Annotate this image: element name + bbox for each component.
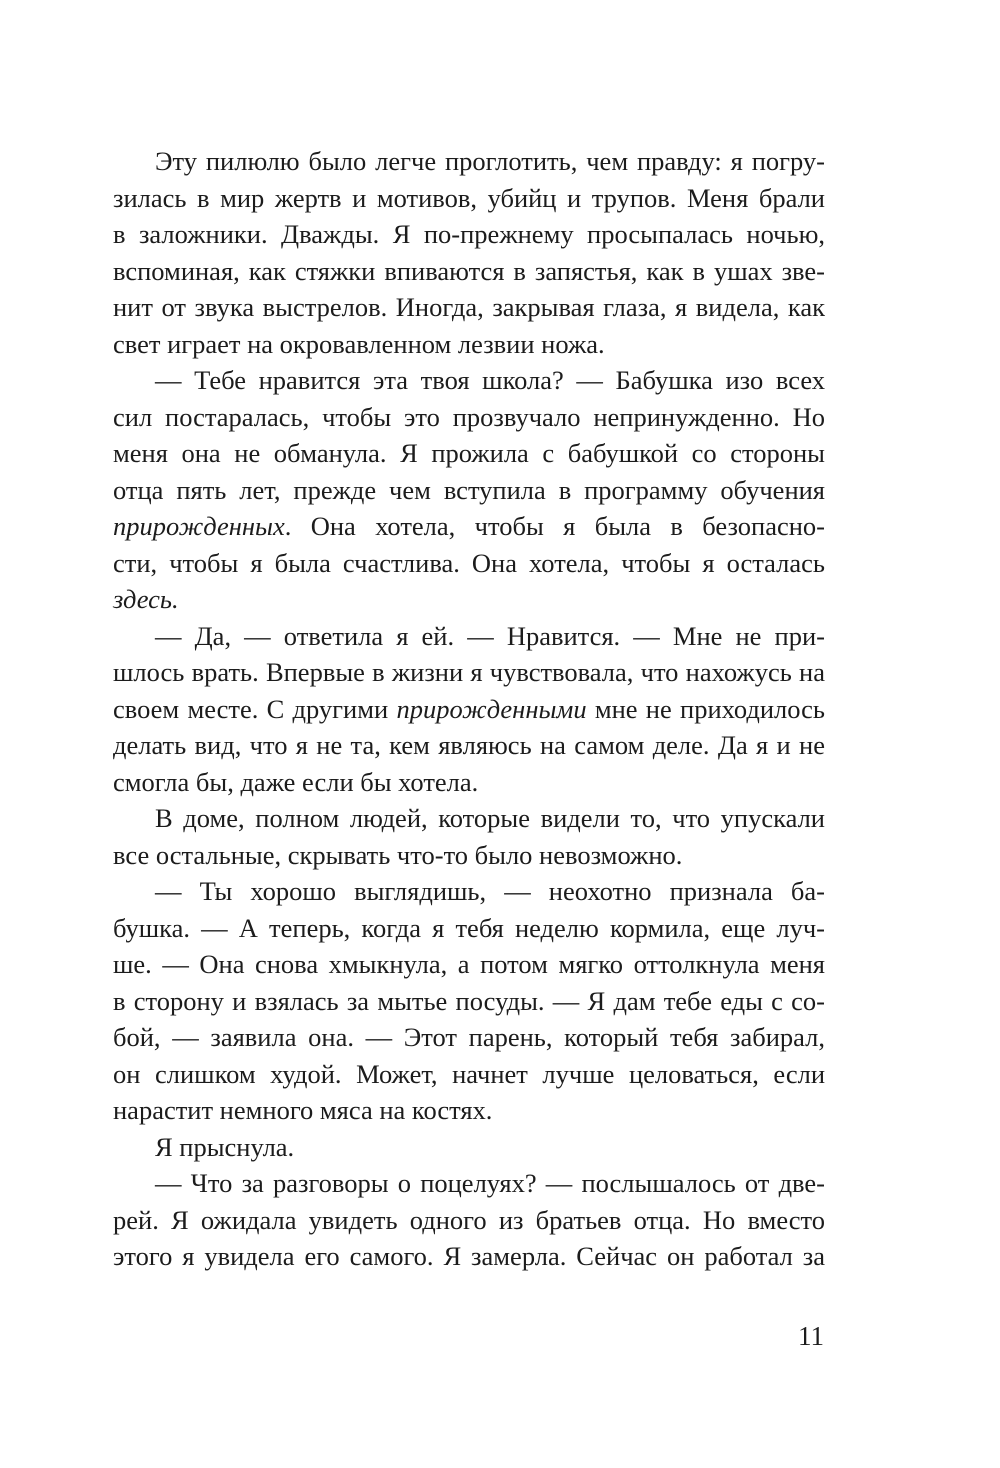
text-line: — Тебе нравится эта твоя школа? — Бабушка изо всех (155, 365, 825, 395)
text-span: своем месте. С другими (113, 693, 397, 724)
page-number: 11 (798, 1321, 824, 1351)
text-line: этого я увидела его самого. Я замерла. Сейчас он работал за (113, 1241, 825, 1271)
text-line: он слишком худой. Может, начнет лучше целоваться, если (113, 1058, 825, 1089)
text-line: отца пять лет, прежде чем вступила в программу обучения (113, 474, 825, 505)
text-line: делать вид, что я не та, кем являюсь на самом деле. Да я и не (113, 730, 825, 760)
text-line (113, 508, 825, 545)
text-line: все остальные, скрывать что-то было невозможно. (113, 839, 683, 870)
text-line: сти, чтобы я была счастлива. Она хотела, чтобы я осталась (113, 547, 825, 578)
text-line: шлось врать. Впервые в жизни я чувствовала, что нахожусь на (113, 657, 825, 687)
text-line: ше. — Она снова хмыкнула, а потом мягко оттолкнула меня (113, 949, 825, 979)
text-line: нит от звука выстрелов. Иногда, закрывая глаза, я видела, как (113, 292, 825, 322)
italic-term: прирожденными (396, 693, 587, 724)
italic-term: здесь. (113, 584, 179, 614)
text-line: меня она не обманула. Я прожила с бабушкой со стороны (113, 438, 825, 468)
body-text (113, 143, 825, 1275)
text-line: — Что за разговоры о поцелуях? — послышалось от две- (155, 1168, 825, 1198)
text-line: бушка. — А теперь, когда я тебя неделю кормила, еще луч- (113, 912, 825, 943)
text-span: . Она хотела, чтобы я была в безопасно- (284, 511, 825, 541)
text-line: свет играет на окровавленном лезвии ножа. (113, 328, 605, 359)
text-line: рей. Я ожидала увидеть одного из братьев отца. Но вместо (113, 1204, 825, 1235)
italic-term: прирожденных (113, 511, 285, 541)
text-line: нарастит немного мяса на костях. (113, 1095, 493, 1125)
text-line: В доме, полном людей, которые видели то, что упускали (155, 803, 825, 833)
text-line: в сторону и взялась за мытье посуды. — Я дам тебе еды с со- (113, 985, 825, 1016)
text-line: — Ты хорошо выглядишь, — неохотно признала ба- (155, 876, 825, 906)
text-line (113, 691, 825, 728)
text-line: сил постаралась, чтобы это прозвучало непринужденно. Но (113, 401, 825, 432)
text-line: Я прыснула. (155, 1131, 295, 1162)
text-line (113, 581, 825, 618)
text-line: — Да, — ответила я ей. — Нравится. — Мне не при- (155, 620, 825, 651)
text-line: вспоминая, как стяжки впиваются в запястья, как в ушах зве- (113, 255, 825, 286)
text-line: Эту пилюлю было легче проглотить, чем правду: я погру- (155, 146, 825, 176)
text-line: в заложники. Дважды. Я по-прежнему просыпалась ночью, (113, 219, 825, 249)
text-line: бой, — заявила она. — Этот парень, который тебя забирал, (113, 1022, 825, 1052)
text-line: смогла бы, даже если бы хотела. (113, 766, 479, 797)
text-span: мне не приходилось (586, 693, 825, 724)
text-line: зилась в мир жертв и мотивов, убийц и трупов. Меня брали (113, 182, 825, 213)
